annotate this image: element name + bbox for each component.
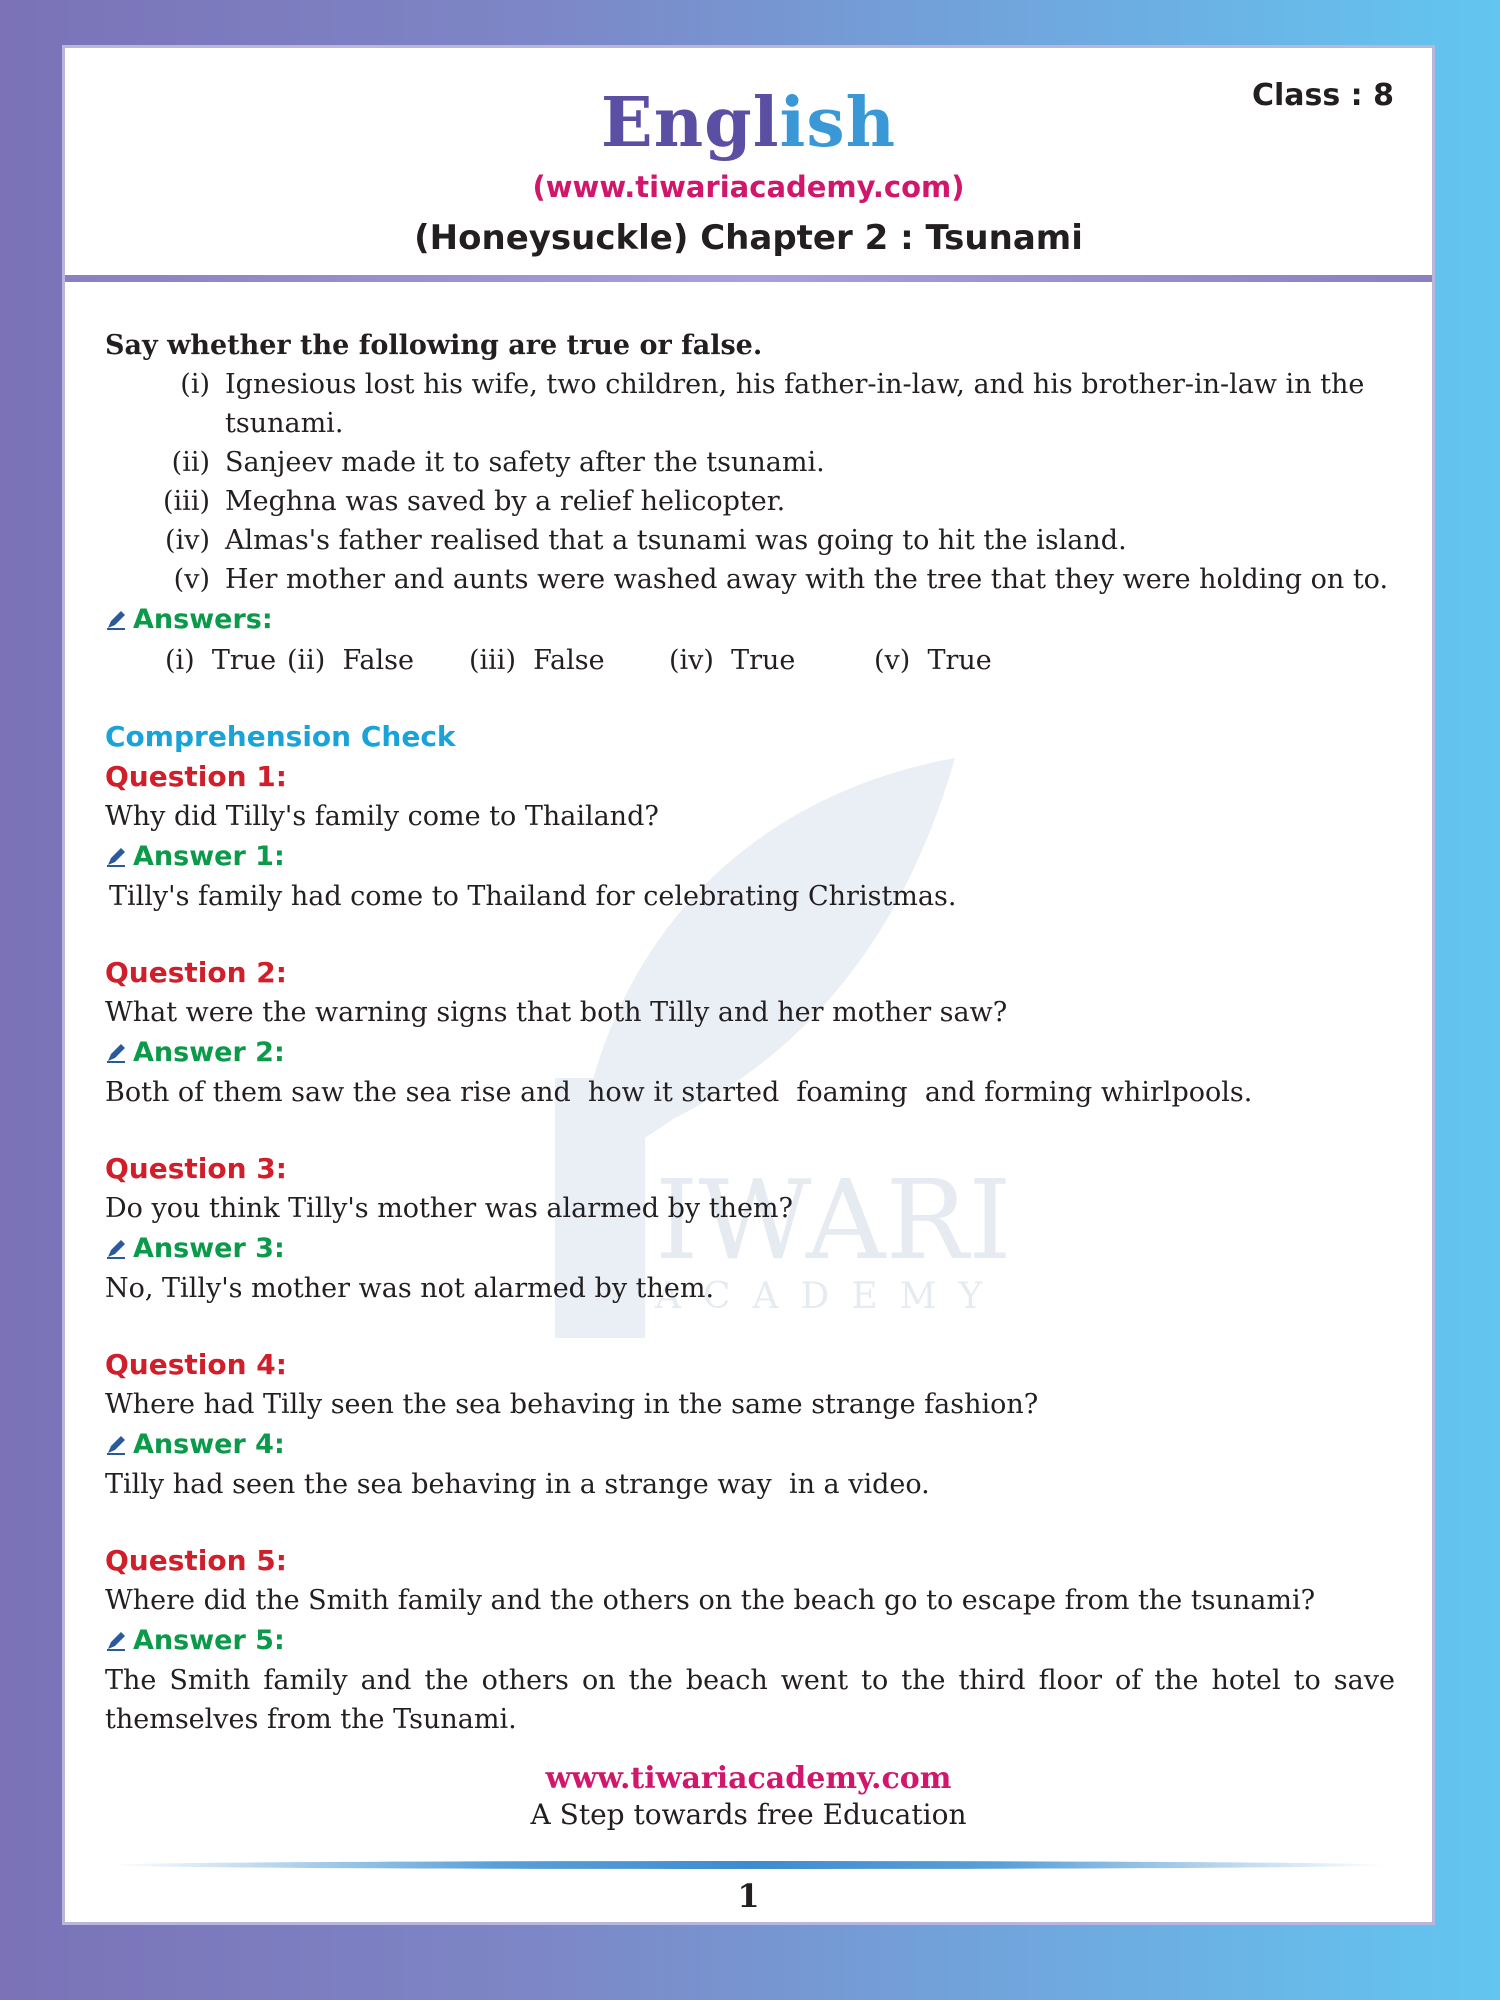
question-label: Question 3:: [105, 1152, 287, 1185]
header-site-link[interactable]: (www.tiwariacademy.com): [532, 170, 965, 204]
qa-block-5: [105, 1541, 1395, 1739]
item-text: Meghna was saved by a relief helicopter.: [225, 486, 786, 517]
item-text: Ignesious lost his wife, two children, his father-in-law, and his brother-in-law in the tsunami.: [225, 369, 1365, 439]
footer-site-link[interactable]: www.tiwariacademy.com: [545, 1761, 952, 1796]
list-item: [105, 365, 1395, 443]
item-text: Sanjeev made it to safety after the tsunami.: [225, 447, 825, 478]
list-item: [105, 443, 1395, 482]
pen-icon: [105, 1434, 127, 1456]
item-number: (i): [180, 369, 210, 400]
qa-block-1: [105, 757, 1395, 916]
true-false-list: [105, 365, 1395, 599]
answer-text: The Smith family and the others on the beach went to the third floor of the hotel to save themselves from the Tsunami.: [105, 1665, 1395, 1735]
title-part-1: Engl: [600, 83, 780, 163]
page-header: [65, 48, 1432, 280]
header-divider: [65, 275, 1432, 282]
item-number: (iv): [165, 525, 210, 556]
answer-label: [105, 1228, 1395, 1269]
answer-value: (iv) True: [669, 645, 796, 676]
question-text: Where had Tilly seen the sea behaving in the same strange fashion?: [105, 1389, 1039, 1420]
item-number: (v): [173, 564, 210, 595]
footer-tagline: A Step towards free Education: [530, 1798, 967, 1831]
answers-label-text: Answers:: [133, 604, 273, 635]
question-label: Question 2:: [105, 956, 287, 989]
page-title: [65, 83, 1432, 163]
answer-text: Both of them saw the sea rise and how it started foaming and forming whirlpools.: [105, 1077, 1253, 1108]
answers-row: [105, 640, 1395, 681]
answer-value: (ii) False: [287, 645, 414, 676]
item-number: (iii): [163, 486, 210, 517]
answer-label-text: Answer 3:: [133, 1233, 285, 1264]
answer-label-text: Answer 1:: [133, 841, 285, 872]
page-footer: [65, 1761, 1432, 1831]
chapter-heading: (Honeysuckle) Chapter 2 : Tsunami: [414, 218, 1083, 258]
pen-icon: [105, 846, 127, 868]
answer-label-text: Answer 4:: [133, 1429, 285, 1460]
list-item: [105, 482, 1395, 521]
answer-text: Tilly had seen the sea behaving in a strange way in a video.: [105, 1469, 930, 1500]
answer-label: [105, 1424, 1395, 1465]
pen-icon: [105, 1042, 127, 1064]
item-number: (ii): [171, 447, 210, 478]
watermark-text-2: ACADEMY: [655, 1276, 1005, 1317]
page-content: [105, 326, 1395, 1776]
title-part-2: ish: [779, 83, 897, 163]
qa-block-2: [105, 953, 1395, 1112]
question-text: Do you think Tilly's mother was alarmed by them?: [105, 1193, 794, 1224]
answer-text: No, Tilly's mother was not alarmed by them.: [105, 1273, 715, 1304]
page-number: 1: [737, 1877, 760, 1915]
list-item: [105, 521, 1395, 560]
question-text: What were the warning signs that both Tilly and her mother saw?: [105, 997, 1008, 1028]
answer-label: [105, 836, 1395, 877]
answer-label: [105, 1032, 1395, 1073]
answers-label: [105, 599, 1395, 640]
answer-label: [105, 1620, 1395, 1661]
question-text: Where did the Smith family and the others on the beach go to escape from the tsunami?: [105, 1585, 1316, 1616]
question-label: Question 4:: [105, 1348, 287, 1381]
question-text: Why did Tilly's family come to Thailand?: [105, 801, 659, 832]
list-item: [105, 560, 1395, 599]
comprehension-heading: Comprehension Check: [105, 720, 456, 753]
class-label: Class : 8: [1251, 78, 1394, 113]
document-page: [62, 45, 1435, 1925]
answer-text: Tilly's family had come to Thailand for celebrating Christmas.: [109, 881, 957, 912]
qa-block-4: [105, 1345, 1395, 1504]
answer-value: (i) True: [165, 645, 277, 676]
question-label: Question 1:: [105, 760, 287, 793]
question-label: Question 5:: [105, 1544, 287, 1577]
true-false-heading: Say whether the following are true or false.: [105, 330, 763, 361]
answer-label-text: Answer 5:: [133, 1625, 285, 1656]
watermark-text-1: IWARI: [655, 1156, 1012, 1284]
item-text: Almas's father realised that a tsunami was going to hit the island.: [225, 525, 1127, 556]
answer-value: (iii) False: [469, 645, 605, 676]
answer-label-text: Answer 2:: [133, 1037, 285, 1068]
footer-divider: [110, 1861, 1387, 1869]
pen-icon: [105, 1238, 127, 1260]
pen-icon: [105, 609, 127, 631]
answer-value: (v) True: [874, 645, 992, 676]
item-text: Her mother and aunts were washed away with the tree that they were holding on to.: [225, 564, 1389, 595]
qa-block-3: [105, 1149, 1395, 1308]
pen-icon: [105, 1630, 127, 1652]
